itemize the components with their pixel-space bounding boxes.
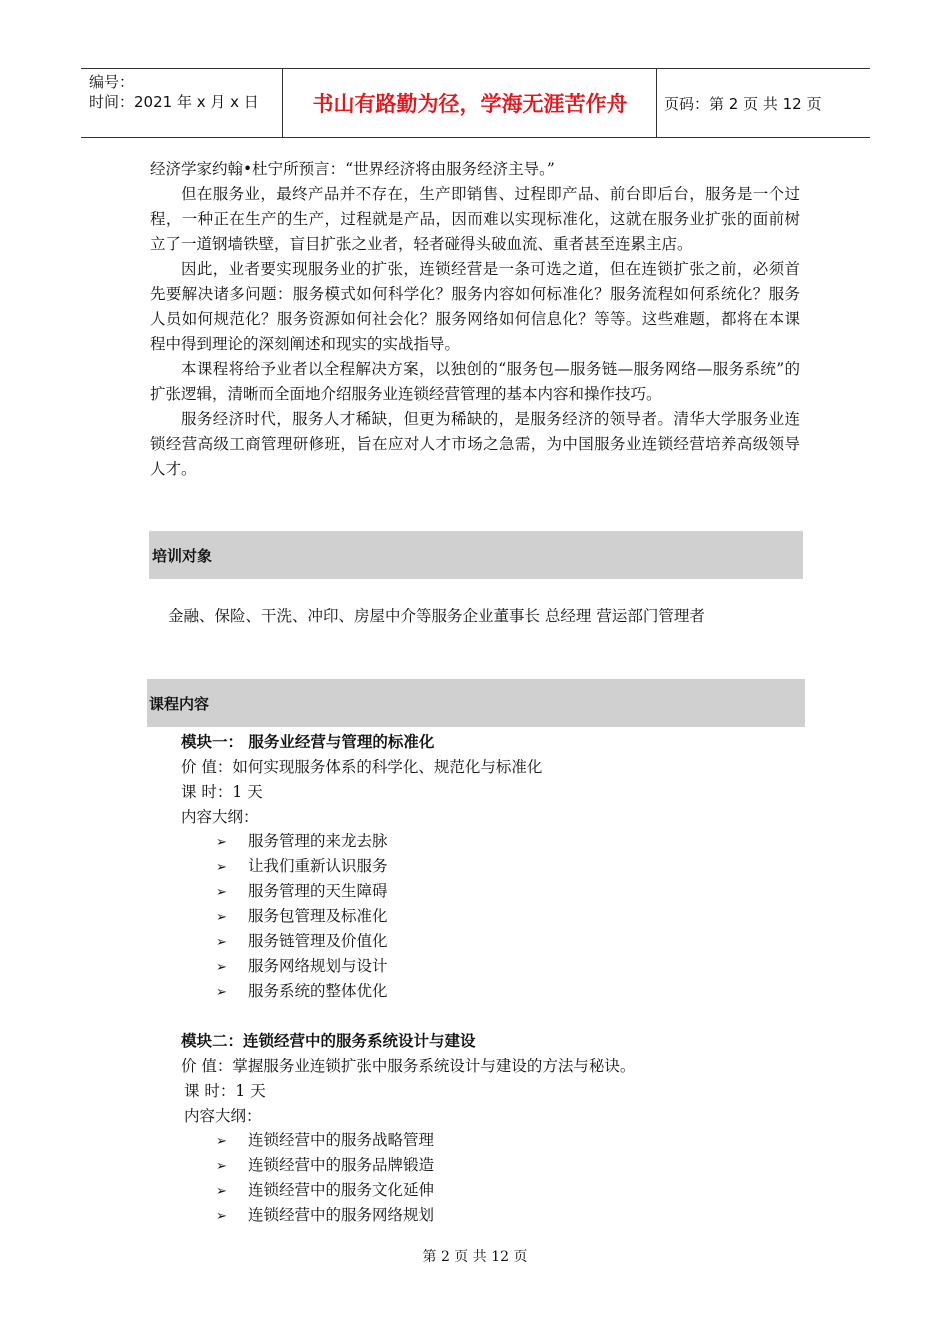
list-item: ➢ 服务包管理及标准化: [216, 904, 388, 929]
list-item: ➢ 服务管理的来龙去脉: [216, 829, 388, 854]
arrow-bullet-icon: ➢: [216, 910, 227, 925]
page-footer: 第 2 页 共 12 页: [422, 1249, 528, 1265]
list-item: ➢ 服务链管理及价值化: [216, 929, 388, 954]
arrow-bullet-icon: ➢: [216, 935, 227, 950]
audience-text: 金融、保险、干洗、冲印、房屋中介等服务企业董事长 总经理 营运部门管理者: [168, 607, 705, 625]
arrow-bullet-icon: ➢: [216, 985, 227, 1000]
list-item: ➢ 连锁经营中的服务文化延伸: [216, 1178, 434, 1203]
arrow-bullet-icon: ➢: [216, 1134, 227, 1149]
intro-paragraph: 经济学家约翰•杜宁所预言：“世界经济将由服务经济主导。”: [150, 160, 555, 178]
module2-hours: 课 时：1 天: [184, 1082, 266, 1100]
header-motto: 书山有路勤为径，学海无涯苦作舟: [284, 69, 657, 137]
module1-value: 价 值：如何实现服务体系的科学化、规范化与标准化: [181, 758, 543, 776]
section-heading-audience: [149, 531, 803, 579]
list-item: ➢ 服务管理的天生障碍: [216, 879, 388, 904]
section-heading-content: [147, 679, 805, 727]
arrow-bullet-icon: ➢: [216, 860, 227, 875]
arrow-bullet-icon: ➢: [216, 885, 227, 900]
intro-paragraph: 但在服务业，最终产品并不存在，生产即销售、过程即产品、前台即后台，服务是一个过程，一种正在生产的生产，过程就是产品，因而难以实现标准化，这就在服务业扩张的面前树立了一道钢墙铁壁，盲目扩张之业者，轻者碰得头破血流、重者甚至连累主店。: [150, 185, 800, 253]
intro-paragraph: 服务经济时代，服务人才稀缺，但更为稀缺的，是服务经济的领导者。清华大学服务业连锁经营高级工商管理研修班，旨在应对人才市场之急需，为中国服务业连锁经营培养高级领导人才。: [150, 410, 800, 478]
intro-paragraph: 本课程将给予业者以全程解决方案，以独创的“服务包—服务链—服务网络—服务系统”的扩张逻辑，清晰而全面地介绍服务业连锁经营管理的基本内容和操作技巧。: [150, 360, 800, 403]
arrow-bullet-icon: ➢: [216, 1209, 227, 1224]
list-item: ➢ 连锁经营中的服务品牌锻造: [216, 1153, 434, 1178]
list-item: ➢ 让我们重新认识服务: [216, 854, 388, 879]
module2-outline-label: 内容大纲：: [184, 1107, 262, 1125]
module1-outline-list: [216, 829, 388, 1004]
header-meta: [81, 69, 283, 137]
arrow-bullet-icon: ➢: [216, 1184, 227, 1199]
document-number: 编号：: [89, 73, 135, 91]
list-item: ➢ 连锁经营中的服务战略管理: [216, 1128, 434, 1153]
module2-outline-list: [216, 1128, 434, 1228]
section-title: 课程内容: [149, 694, 210, 713]
arrow-bullet-icon: ➢: [216, 960, 227, 975]
list-item: ➢ 连锁经营中的服务网络规划: [216, 1203, 434, 1228]
module1-hours: 课 时：1 天: [181, 783, 263, 801]
module2-title: 模块二：连锁经营中的服务系统设计与建设: [181, 1032, 476, 1050]
page-header: [81, 68, 870, 138]
intro-text: [150, 157, 800, 482]
list-item: ➢ 服务系统的整体优化: [216, 979, 388, 1004]
section-title: 培训对象: [152, 546, 213, 565]
module1-outline-label: 内容大纲：: [181, 808, 259, 826]
document-date: 时间：2021 年 x 月 x 日: [89, 93, 259, 111]
header-page-number: 页码：第 2 页 共 12 页: [664, 94, 822, 113]
arrow-bullet-icon: ➢: [216, 835, 227, 850]
module2-value: 价 值：掌握服务业连锁扩张中服务系统设计与建设的方法与秘诀。: [181, 1057, 636, 1075]
module1-title: 模块一： 服务业经营与管理的标准化: [181, 733, 435, 751]
intro-paragraph: 因此，业者要实现服务业的扩张，连锁经营是一条可选之道，但在连锁扩张之前，必须首先要解决诸多问题：服务模式如何科学化？服务内容如何标准化？服务流程如何系统化？服务人员如何规范化？服务资源如何社会化？服务网络如何信息化？等等。这些难题，都将在本课程中得到理论的深刻阐述和现实的实战指导。: [150, 260, 800, 353]
arrow-bullet-icon: ➢: [216, 1159, 227, 1174]
list-item: ➢ 服务网络规划与设计: [216, 954, 388, 979]
